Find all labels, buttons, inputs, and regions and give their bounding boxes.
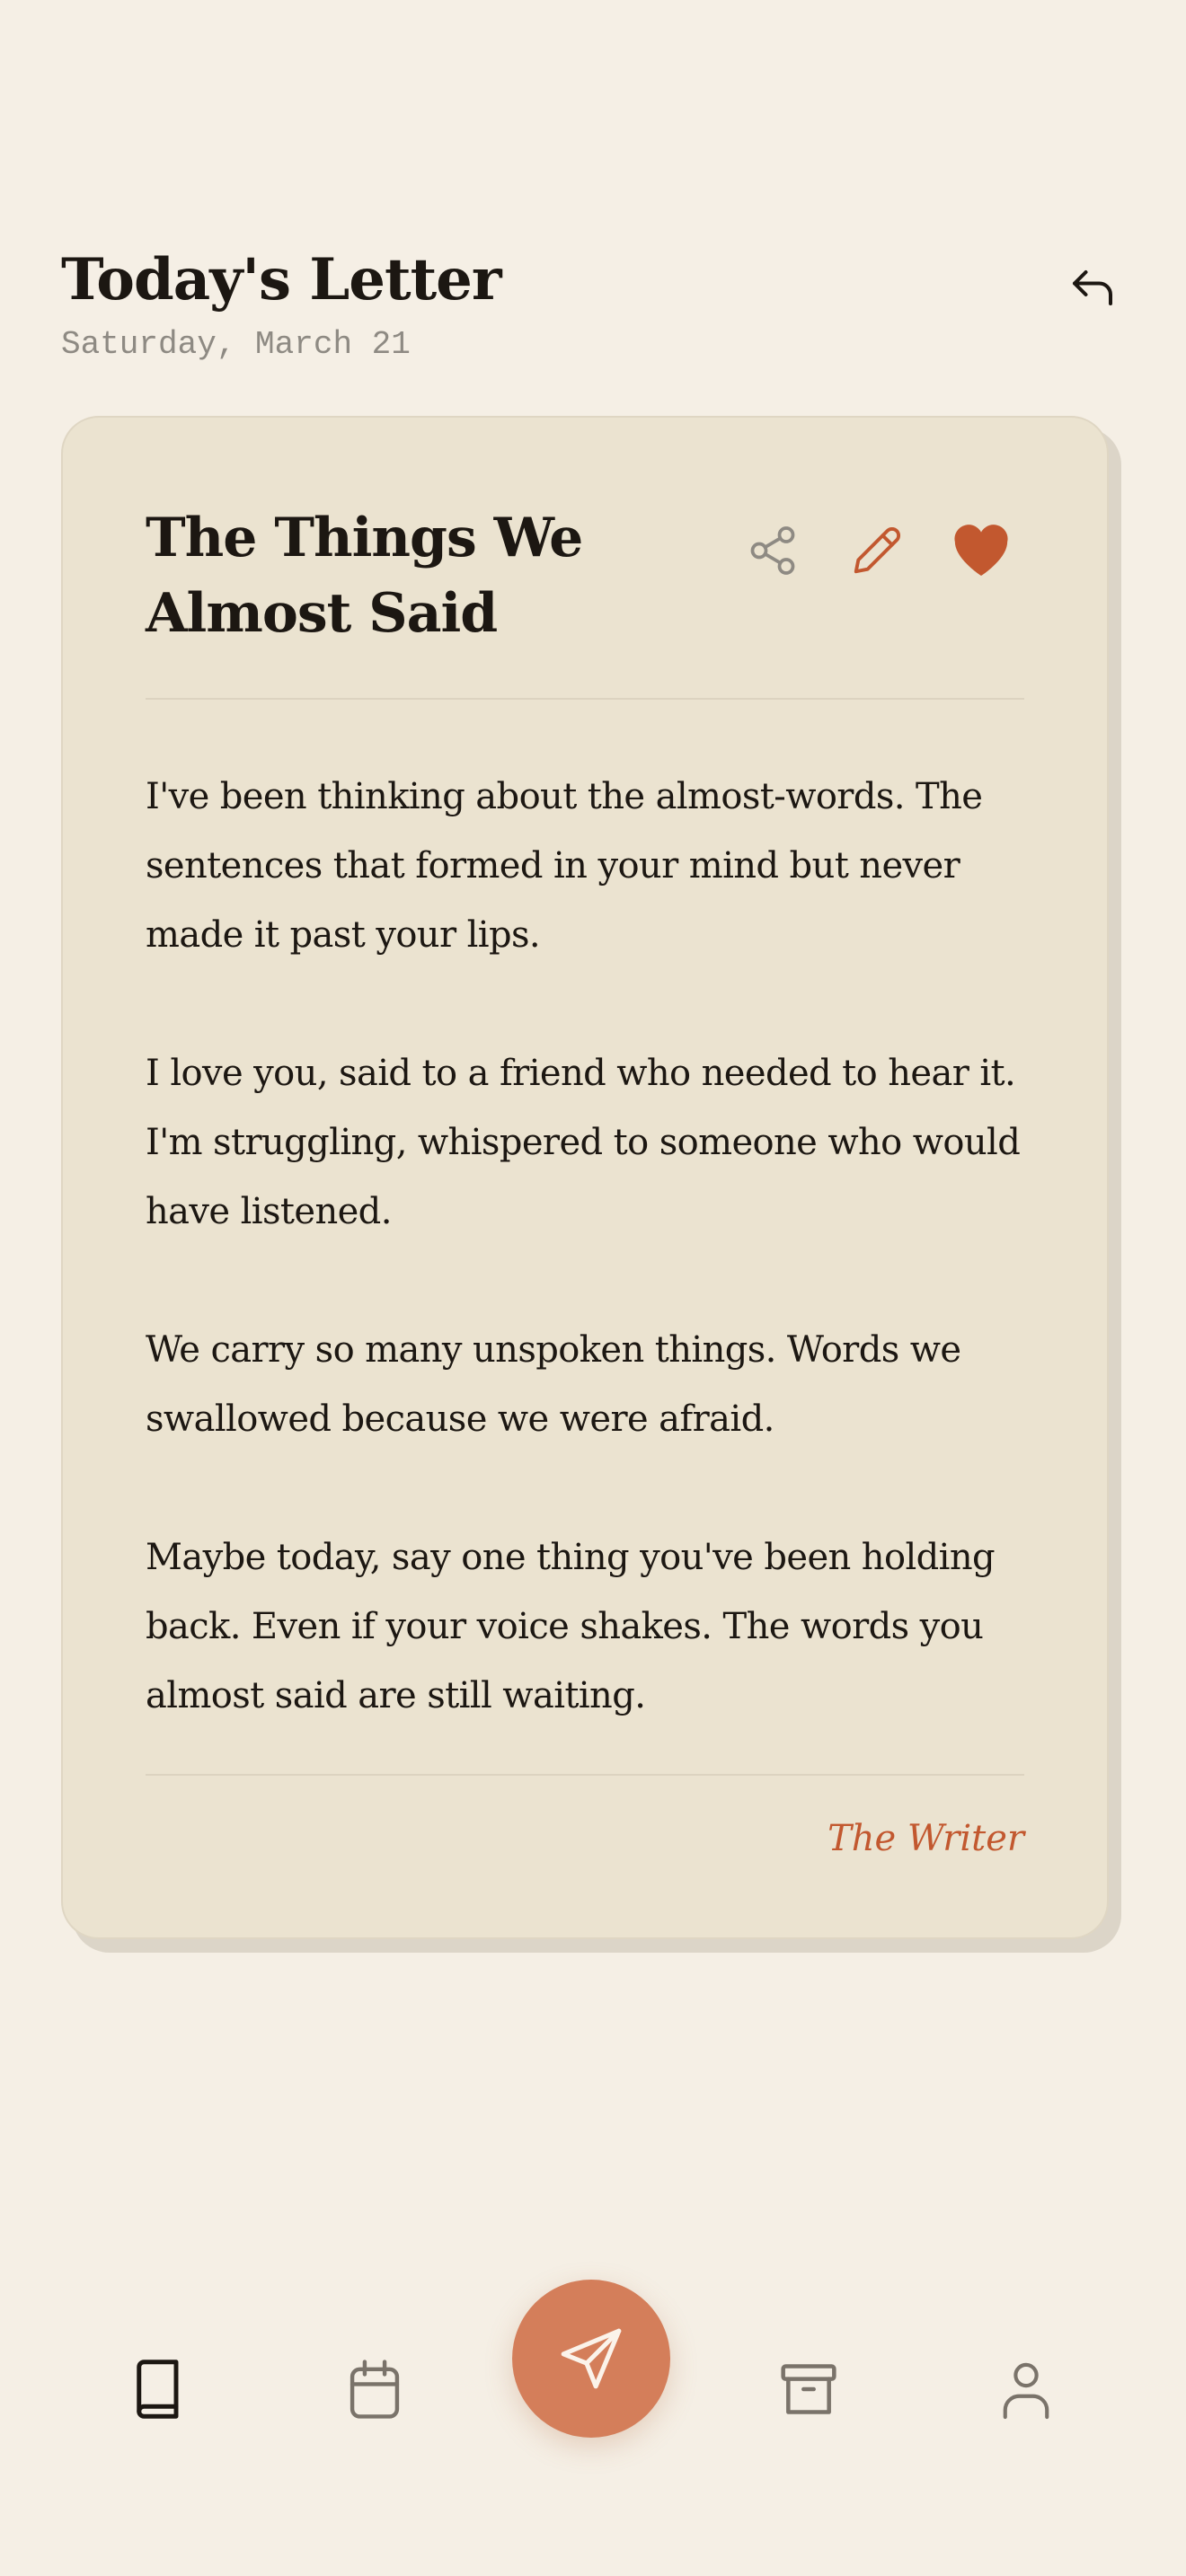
signature-divider	[146, 1774, 1024, 1776]
heart-icon	[950, 519, 1013, 582]
letter-paragraph: We carry so many unspoken things. Words we swallowed because we were afraid.	[146, 1329, 961, 1440]
compose-button[interactable]	[512, 2280, 670, 2438]
letter-paragraph: I've been thinking about the almost-words. The sentences that formed in your mind but never made it past your lips.	[146, 776, 983, 956]
archive-icon	[777, 2359, 840, 2420]
letter-title: The Things We Almost Said	[146, 507, 583, 645]
favorite-button[interactable]	[949, 518, 1013, 583]
calendar-icon	[344, 2357, 405, 2422]
pencil-icon	[849, 523, 905, 578]
letter-paragraph: Maybe today, say one thing you've been holding back. Even if your voice shakes. The words you almost said are still waiting.	[146, 1537, 995, 1716]
nav-profile[interactable]	[990, 2353, 1062, 2425]
share-icon	[746, 524, 800, 578]
letter-signature: The Writer	[828, 1818, 1024, 1859]
send-icon	[554, 2322, 628, 2395]
reply-arrow-icon	[1066, 259, 1120, 313]
letter-card	[61, 416, 1109, 1939]
page-date: Saturday, March 21	[61, 326, 411, 363]
back-button[interactable]	[1060, 253, 1125, 318]
page-title: Today's Letter	[61, 246, 501, 313]
letter-body	[146, 763, 1035, 1800]
nav-read[interactable]	[120, 2353, 192, 2425]
book-icon	[127, 2357, 186, 2422]
nav-archive[interactable]	[773, 2353, 845, 2425]
user-icon	[998, 2359, 1054, 2420]
page-header	[61, 244, 1125, 379]
bottom-nav	[0, 2263, 1186, 2461]
letter-actions	[740, 518, 1013, 583]
nav-calendar[interactable]	[339, 2353, 411, 2425]
letter-paragraph: I love you, said to a friend who needed to hear it. I'm struggling, whispered to someone who would have listened.	[146, 1053, 1021, 1232]
edit-button[interactable]	[845, 518, 909, 583]
share-button[interactable]	[740, 518, 805, 583]
title-divider	[146, 698, 1024, 700]
